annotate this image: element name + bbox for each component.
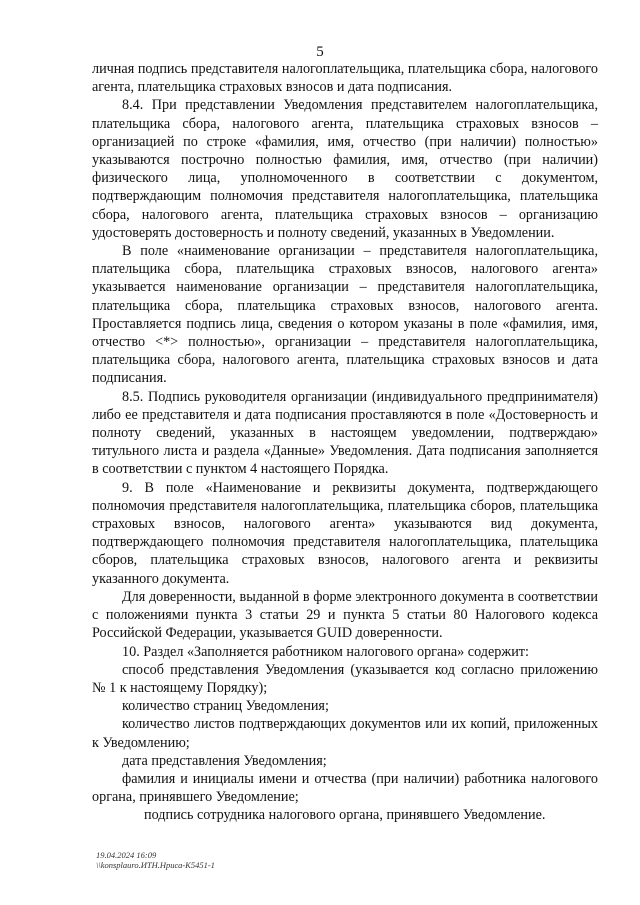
paragraph-organization-field: В поле «наименование организации – представителя налогоплательщика, плательщика сбора, плательщика страховых взносов, налогового агента» указывается наименование организации – представителя налогоплательщика, плательщика сбора, плательщика страховых взносов, налогового агента. Проставляется подпись лица, сведения о котором указаны в поле «фамилия, имя, отчество <*> полностью», организации – представителя налогоплательщика, плательщика сбора, налогового агента, плательщика страховых взносов и дата подписания. — [92, 243, 598, 387]
footer-stamp — [96, 850, 215, 870]
paragraph-8-5: 8.5. Подпись руководителя организации (индивидуального предпринимателя) либо ее представителя и дата подписания проставляются в поле «Достоверность и полноту сведений, указанных в настоящем уведомлении, подтверждаю» титульного листа и раздела «Данные» Уведомления. Дата подписания заполняется в соответствии с пунктом 4 настоящего Порядка. — [92, 388, 598, 478]
paragraph-8-4: 8.4. При представлении Уведомления представителем налогоплательщика, плательщика сбора, налогового агента, плательщика страховых взносов – организацией по строке «фамилия, имя, отчество (при наличии) полностью» указываются построчно полностью фамилия, имя, отчество (при наличии) физического лица, уполномоченного в соответствии с документом, подтверждающим полномочия представителя налогоплательщика, плательщика сбора, налогового агента, плательщика страховых взносов – организацию удостоверять достоверность и полноту сведений, указанных в Уведомлении. — [92, 97, 598, 241]
document-body — [92, 60, 598, 825]
paragraph-guid: Для доверенности, выданной в форме электронного документа в соответствии с положениями пункта 3 статьи 29 и пункта 5 статьи 80 Налогового кодекса Российской Федерации, указывается GUID доверенности. — [92, 588, 598, 642]
list-item: количество страниц Уведомления; — [122, 698, 329, 715]
paragraph-9: 9. В поле «Наименование и реквизиты документа, подтверждающего полномочия представителя налогоплательщика, плательщика сборов, плательщика страховых взносов, налогового агента» указываются вид документа, подтверждающего полномочия представителя налогоплательщика, плательщика сборов, плательщика страховых взносов, налогового агента и реквизиты указанного документа. — [92, 479, 598, 587]
footer-date: 19.04.2024 16:09 — [96, 850, 157, 860]
paragraph-10: 10. Раздел «Заполняется работником налогового органа» содержит: — [122, 643, 529, 660]
page-number: 5 — [316, 44, 324, 60]
list-item: способ представления Уведомления (указывается код согласно приложению № 1 к настоящему Порядку); — [92, 661, 598, 696]
list-item: подпись сотрудника налогового органа, принявшего Уведомление. — [144, 807, 546, 824]
list-item: дата представления Уведомления; — [122, 752, 327, 769]
paragraph: личная подпись представителя налогоплательщика, плательщика сбора, налогового агента, плательщика страховых взносов и дата подписания. — [92, 61, 598, 96]
footer-path: \\konsplauro.ИТН.Нриса-К5451-1 — [96, 860, 215, 870]
list-item: фамилия и инициалы имени и отчества (при наличии) работника налогового органа, принявшего Уведомление; — [92, 770, 598, 806]
list-item: количество листов подтверждающих документов или их копий, приложенных к Уведомлению; — [92, 716, 598, 751]
